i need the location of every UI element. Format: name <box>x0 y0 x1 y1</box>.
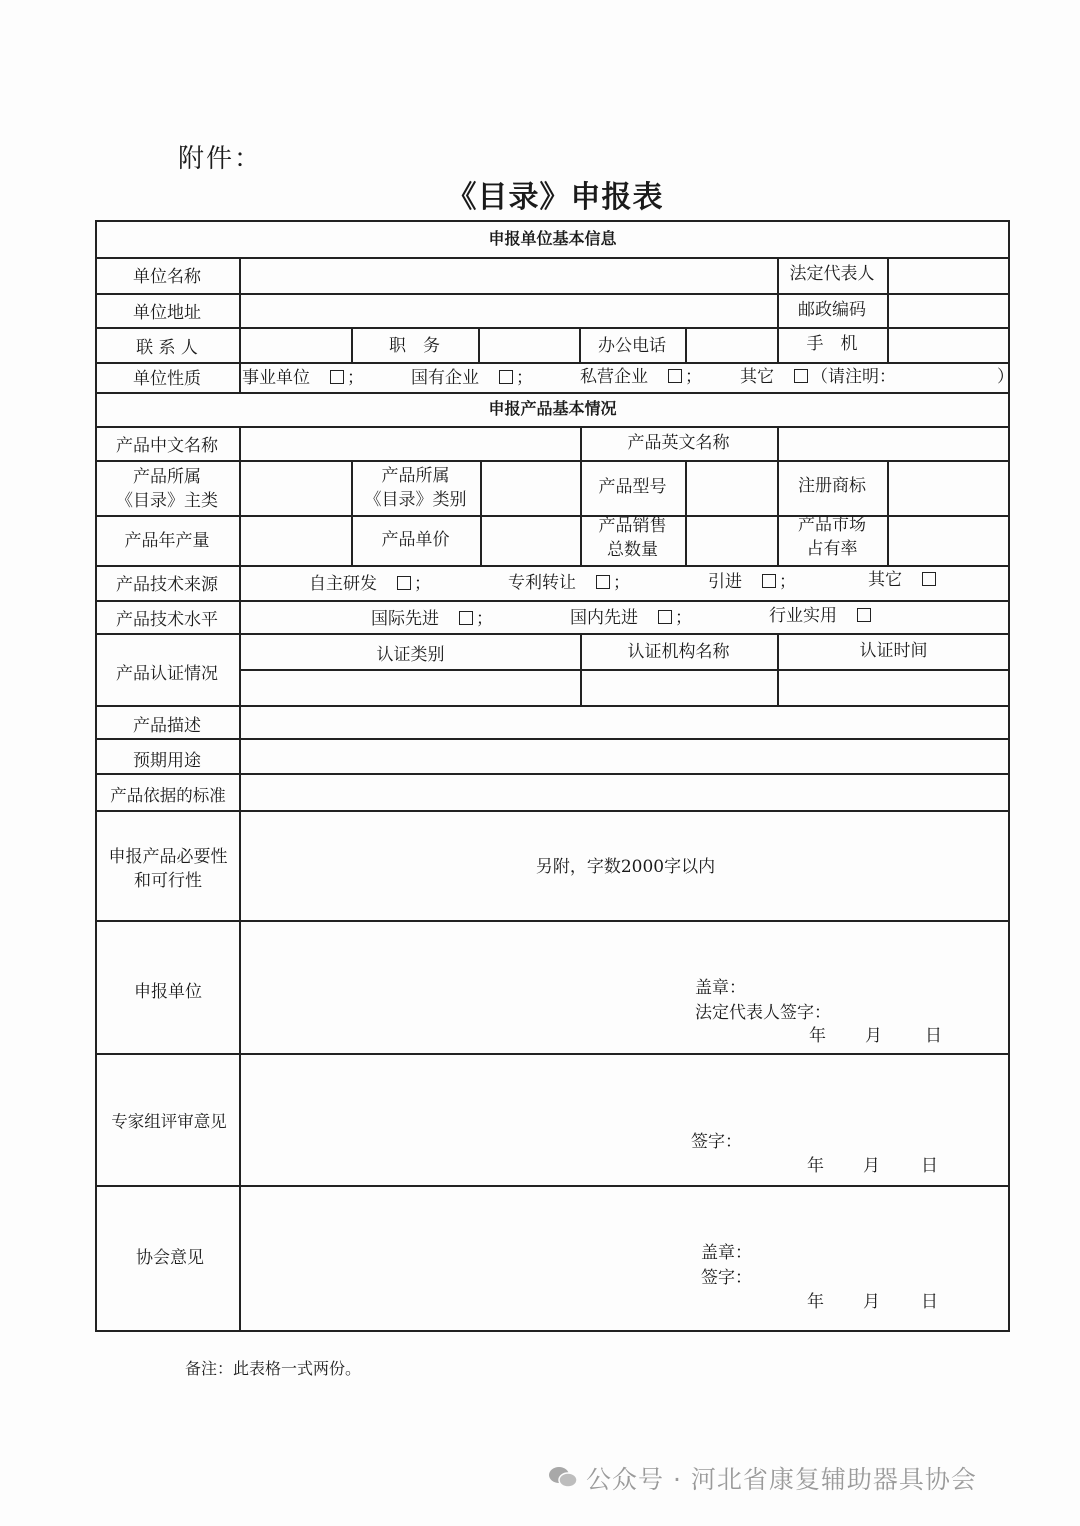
watermark-text: 公众号 · 河北省康复辅助器具协会 <box>586 1465 977 1494</box>
legal-rep-label: 法定代表人 <box>789 264 875 284</box>
checkbox-icon[interactable] <box>658 610 672 624</box>
checkbox-icon[interactable] <box>668 369 682 383</box>
expert-month: 月 <box>863 1156 880 1176</box>
description-label: 产品描述 <box>133 716 201 736</box>
en-name-field[interactable] <box>779 428 1007 459</box>
unit-address-field[interactable] <box>241 295 776 326</box>
tech-level-label: 产品技术水平 <box>116 610 218 630</box>
expert-opinion-area[interactable] <box>241 1055 1007 1184</box>
postcode-label: 邮政编码 <box>798 300 866 320</box>
category-sub-label: 产品所属 《目录》类别 <box>364 466 467 510</box>
sales-field[interactable] <box>687 517 776 564</box>
association-month: 月 <box>863 1292 880 1312</box>
applicant-seal-label: 盖章： <box>695 978 746 998</box>
position-field[interactable] <box>480 329 578 361</box>
contact-label: 联 系 人 <box>136 338 198 358</box>
description-field[interactable] <box>241 707 1007 737</box>
association-opinion-label: 协会意见 <box>136 1248 204 1268</box>
unit-price-label: 产品单价 <box>381 530 450 550</box>
cn-name-label: 产品中文名称 <box>116 436 218 456</box>
category-sub-field[interactable] <box>482 462 579 514</box>
association-seal-label: 盖章： <box>701 1243 752 1263</box>
attachment-label: 附件： <box>178 144 263 174</box>
applicant-year: 年 <box>809 1026 826 1046</box>
section-product-info: 申报产品基本情况 <box>488 399 617 418</box>
section-unit-info: 申报单位基本信息 <box>488 229 617 248</box>
standard-field[interactable] <box>241 775 1007 809</box>
unit-name-field[interactable] <box>241 259 776 292</box>
applicant-legal-sign-label: 法定代表人签字： <box>695 1003 831 1023</box>
tech-source-import[interactable]: 引进 ； <box>708 572 796 592</box>
checkbox-icon[interactable] <box>794 369 808 383</box>
cert-time-label: 认证时间 <box>859 641 928 661</box>
en-name-label: 产品英文名称 <box>627 433 730 453</box>
sales-label: 产品销售 总数量 <box>598 516 667 560</box>
expert-day: 日 <box>921 1156 938 1176</box>
contact-field[interactable] <box>241 329 350 361</box>
tech-source-other[interactable]: 其它 <box>868 568 939 592</box>
association-sign-label: 签字： <box>701 1268 752 1288</box>
cert-type-label: 认证类别 <box>376 645 445 665</box>
office-phone-field[interactable] <box>687 329 776 361</box>
expert-year: 年 <box>807 1156 824 1176</box>
nature-option-private[interactable]: 私营企业 ； <box>580 367 702 387</box>
annual-output-label: 产品年产量 <box>124 531 210 551</box>
unit-name-label: 单位名称 <box>133 267 201 287</box>
applicant-signature-area[interactable] <box>241 922 1007 1052</box>
standard-label: 产品依据的标准 <box>110 786 226 805</box>
checkbox-icon[interactable] <box>459 611 473 625</box>
category-main-label: 产品所属 《目录》主类 <box>116 467 218 511</box>
intended-use-label: 预期用途 <box>133 751 201 771</box>
tech-level-intl[interactable]: 国际先进 ； <box>371 609 493 629</box>
checkbox-icon[interactable] <box>596 575 610 589</box>
category-main-field[interactable] <box>241 462 350 514</box>
postcode-field[interactable] <box>889 295 1007 326</box>
cert-org-field[interactable] <box>582 671 776 704</box>
intended-use-field[interactable] <box>241 740 1007 772</box>
expert-sign-label: 签字： <box>691 1132 742 1152</box>
tech-source-patent[interactable]: 专利转让 ； <box>508 573 630 593</box>
checkbox-icon[interactable] <box>499 370 513 384</box>
checkbox-icon[interactable] <box>397 576 411 590</box>
nature-close-paren: ） <box>997 367 1014 387</box>
checkbox-icon[interactable] <box>922 572 936 586</box>
nature-option-public[interactable]: 事业单位 ； <box>242 368 364 388</box>
trademark-field[interactable] <box>889 462 1007 514</box>
form-title: 《目录》申报表 <box>446 180 664 215</box>
cert-time-field[interactable] <box>779 671 1007 704</box>
footer-note: 备注：此表格一式两份。 <box>185 1359 362 1378</box>
mobile-field[interactable] <box>889 329 1007 361</box>
model-label: 产品型号 <box>598 477 667 497</box>
unit-nature-label: 单位性质 <box>133 369 201 389</box>
applicant-day: 日 <box>925 1026 942 1046</box>
association-year: 年 <box>807 1292 824 1312</box>
market-share-field[interactable] <box>889 517 1007 564</box>
nature-option-state[interactable]: 国有企业 ； <box>411 368 533 388</box>
office-phone-label: 办公电话 <box>598 336 666 356</box>
necessity-label: 申报产品必要性 和可行性 <box>108 847 228 891</box>
tech-level-industry[interactable]: 行业实用 <box>769 604 874 628</box>
tech-source-own-rd[interactable]: 自主研发 ； <box>309 574 431 594</box>
annual-output-field[interactable] <box>241 517 350 564</box>
association-day: 日 <box>921 1292 938 1312</box>
unit-price-field[interactable] <box>482 517 579 564</box>
nature-option-other[interactable]: 其它 （请注明： <box>740 367 896 387</box>
legal-rep-field[interactable] <box>889 259 1007 292</box>
mobile-label: 手 机 <box>806 334 858 354</box>
necessity-note: 另附，字数2000字以内 <box>535 857 716 877</box>
cert-org-label: 认证机构名称 <box>627 642 730 662</box>
wechat-icon <box>548 1465 578 1489</box>
model-field[interactable] <box>687 462 776 514</box>
cert-type-field[interactable] <box>241 671 579 704</box>
position-label: 职 务 <box>389 336 440 356</box>
cert-label: 产品认证情况 <box>116 664 218 684</box>
tech-source-label: 产品技术来源 <box>116 575 218 595</box>
checkbox-icon[interactable] <box>857 608 871 622</box>
application-form-table <box>95 220 1014 1332</box>
association-opinion-area[interactable] <box>241 1187 1007 1329</box>
applicant-month: 月 <box>865 1026 882 1046</box>
market-share-label: 产品市场 占有率 <box>798 515 866 559</box>
cn-name-field[interactable] <box>241 428 579 459</box>
trademark-label: 注册商标 <box>798 476 866 496</box>
applicant-label: 申报单位 <box>134 982 202 1002</box>
unit-address-label: 单位地址 <box>133 303 201 323</box>
tech-level-domestic[interactable]: 国内先进 ； <box>570 608 692 628</box>
expert-opinion-label: 专家组评审意见 <box>111 1112 227 1131</box>
checkbox-icon[interactable] <box>762 574 776 588</box>
checkbox-icon[interactable] <box>330 370 344 384</box>
